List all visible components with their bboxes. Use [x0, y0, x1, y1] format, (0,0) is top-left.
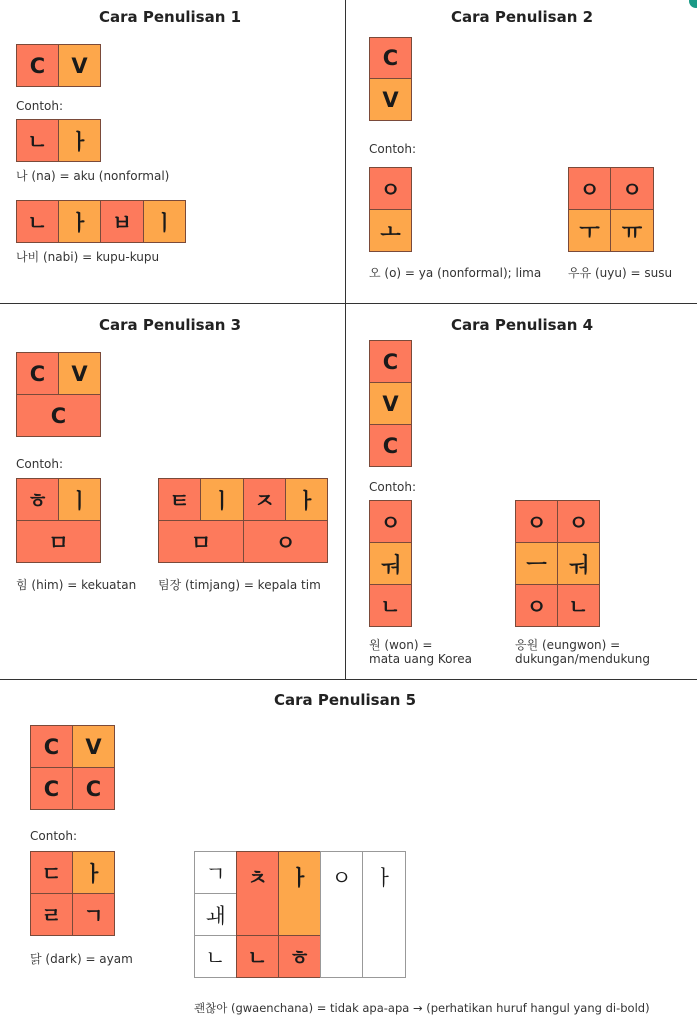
section-2 — [346, 0, 697, 304]
example-cell: ㅎ — [16, 478, 59, 521]
example-caption: 응원 (eungwon) = — [515, 638, 621, 652]
section-2-title: Cara Penulisan 2 — [451, 8, 594, 26]
example-caption: 우유 (uyu) = susu — [568, 266, 673, 280]
section-3-title: Cara Penulisan 3 — [99, 316, 242, 334]
example-caption: 힘 (him) = kekuatan — [16, 578, 137, 592]
example-caption: 나비 (nabi) = kupu-kupu — [16, 250, 160, 264]
example-cell: ㅇ — [369, 500, 412, 543]
example-cell: ㄷ — [30, 851, 73, 894]
example-cell: ㅝ — [369, 542, 412, 585]
example-caption: 닭 (dark) = ayam — [30, 952, 133, 966]
example-cell: ㅏ — [58, 200, 101, 243]
example-cell: ㅣ — [143, 200, 186, 243]
pattern-cell-v: V — [369, 78, 412, 121]
example-caption: 원 (won) = — [369, 638, 433, 652]
pattern-cell-c: C — [72, 767, 115, 810]
example-cell: ㄴ — [16, 119, 59, 162]
example-cell: ㅇ — [557, 500, 600, 543]
example-caption: 나 (na) = aku (nonformal) — [16, 169, 170, 183]
example-caption: 괜찮아 (gwaenchana) = tidak apa-apa → (perhatikan huruf hangul yang di-bold) — [194, 1001, 650, 1015]
example-cell: ㄱ — [72, 893, 115, 936]
pattern-cell-v: V — [369, 382, 412, 425]
contoh-label: Contoh: — [369, 480, 417, 494]
example-cell: ㅁ — [158, 520, 244, 563]
example-cell: ㅇ — [320, 851, 363, 978]
example-cell: ㅇ — [515, 500, 558, 543]
example-cell: ㅜ — [568, 209, 611, 252]
pattern-cell-c: C — [369, 340, 412, 383]
example-cell: ㅇ — [515, 584, 558, 627]
example-cell: ㅇ — [610, 167, 654, 210]
example-cell: ㅝ — [557, 542, 600, 585]
example-caption: 오 (o) = ya (nonformal); lima — [369, 266, 542, 280]
example-cell: ㅏ — [72, 851, 115, 894]
pattern-cell-v: V — [58, 352, 101, 395]
example-cell: ㅙ — [194, 893, 237, 936]
pattern-cell-c: C — [369, 37, 412, 79]
section-3 — [0, 304, 346, 680]
example-cell: ㅏ — [285, 478, 328, 521]
pattern-cell-c: C — [369, 424, 412, 467]
example-cell: ㄴ — [16, 200, 59, 243]
example-cell: ㄴ — [236, 935, 279, 978]
section-1 — [0, 0, 346, 304]
contoh-label: Contoh: — [30, 829, 78, 843]
contoh-label: Contoh: — [16, 457, 64, 471]
pattern-cell-c: C — [16, 44, 59, 87]
pattern-cell-v: V — [58, 44, 101, 87]
corner-decoration — [689, 0, 697, 8]
example-cell: ㅇ — [243, 520, 328, 563]
pattern-cell-v: V — [72, 725, 115, 768]
example-cell: ㅣ — [58, 478, 101, 521]
example-cell: ㄴ — [194, 935, 237, 978]
example-cell: ㄱ — [194, 851, 237, 894]
section-5-title: Cara Penulisan 5 — [274, 691, 417, 709]
example-cell: ㅠ — [610, 209, 654, 252]
pattern-cell-c: C — [30, 725, 73, 768]
pattern-cell-c: C — [16, 394, 101, 437]
example-cell: ㄴ — [369, 584, 412, 627]
example-cell: ㅏ — [278, 851, 321, 936]
example-cell: ㅇ — [369, 167, 412, 210]
example-cell: ㄴ — [557, 584, 600, 627]
contoh-label: Contoh: — [369, 142, 417, 156]
section-1-title: Cara Penulisan 1 — [99, 8, 242, 26]
example-cell: ㅡ — [515, 542, 558, 585]
example-cell: ㅊ — [236, 851, 279, 936]
example-cell: ㅣ — [200, 478, 244, 521]
section-5 — [0, 680, 697, 1023]
pattern-cell-c: C — [30, 767, 73, 810]
example-caption: mata uang Korea — [369, 652, 472, 666]
example-cell: ㅎ — [278, 935, 321, 978]
example-cell: ㄹ — [30, 893, 73, 936]
example-cell: ㅌ — [158, 478, 201, 521]
example-cell: ㅈ — [243, 478, 286, 521]
example-cell: ㅏ — [362, 851, 406, 978]
example-caption: 팀장 (timjang) = kepala tim — [158, 578, 321, 592]
example-cell: ㅇ — [568, 167, 611, 210]
contoh-label: Contoh: — [16, 99, 64, 113]
section-4 — [346, 304, 697, 680]
example-caption: dukungan/mendukung — [515, 652, 650, 666]
pattern-cell-c: C — [16, 352, 59, 395]
example-cell: ㅏ — [58, 119, 101, 162]
example-cell: ㅗ — [369, 209, 412, 252]
section-4-title: Cara Penulisan 4 — [451, 316, 594, 334]
example-cell: ㅂ — [100, 200, 144, 243]
example-cell: ㅁ — [16, 520, 101, 563]
